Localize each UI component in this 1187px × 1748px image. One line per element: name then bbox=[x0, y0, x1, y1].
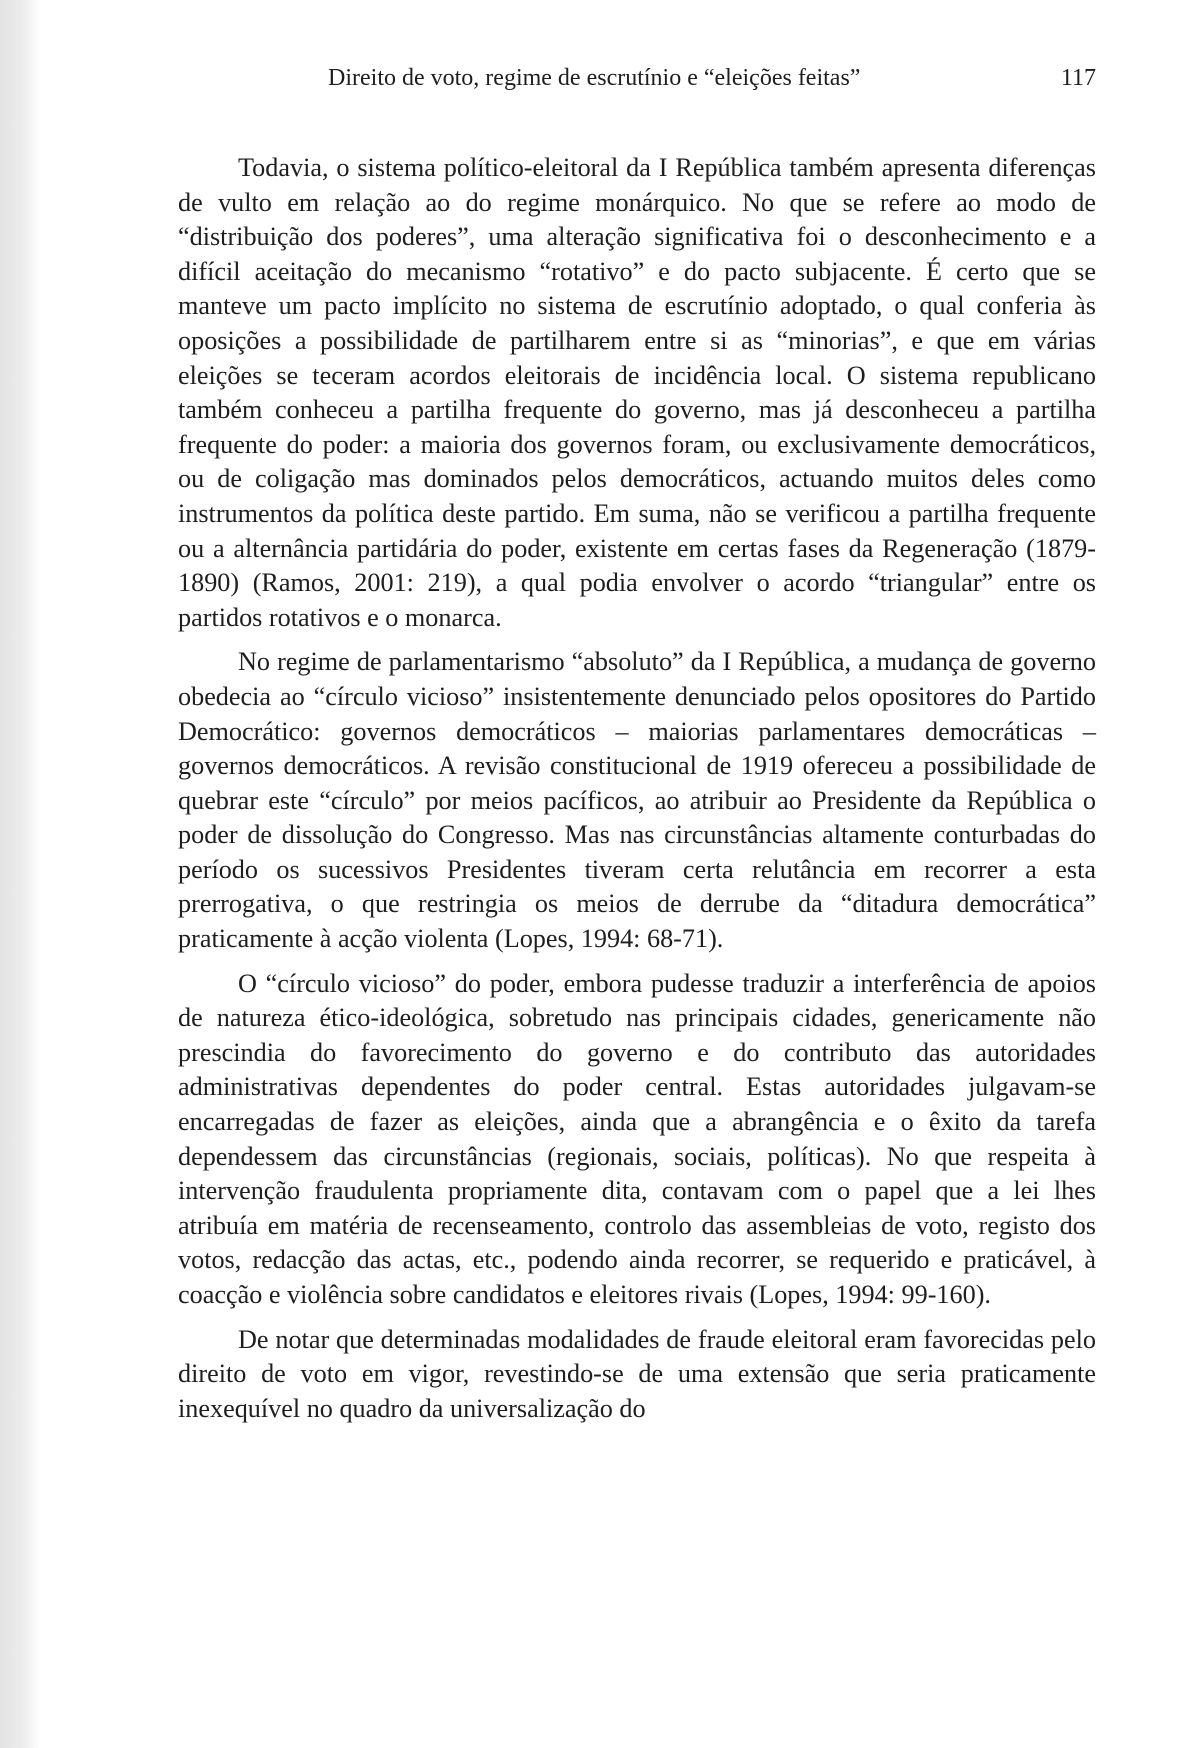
running-title: Direito de voto, regime de escrutínio e “eleições feitas” bbox=[328, 65, 861, 91]
paragraph-2: No regime de parlamentarismo “absoluto” da I República, a mudança de governo obedecia ao “círculo vicioso” insistentemente denunciado pelos opositores do Partido Democrático: governos democráticos – maiorias parlamentares democráticas – governos democráticos. A revisão constitucional de 1919 ofereceu a possibilidade de quebrar este “círculo” por meios pacíficos, ao atribuir ao Presidente da República o poder de dissolução do Congresso. Mas nas circunstâncias altamente conturbadas do período os sucessivos Presidentes tiveram certa relutância em recorrer a esta prerrogativa, o que restringia os meios de derrube da “ditadura democrática” praticamente à acção violenta (Lopes, 1994: 68-71). bbox=[178, 647, 1096, 954]
paragraph-1: Todavia, o sistema político-eleitoral da I República também apresenta diferenças de vulto em relação ao do regime monárquico. No que se refere ao modo de “distribuição dos poderes”, uma alteração significativa foi o desconhecimento e a difícil aceitação do mecanismo “rotativo” e do pacto subjacente. É certo que se manteve um pacto implícito no sistema de escrutínio adoptado, o qual conferia às oposições a possibilidade de partilharem entre si as “minorias”, e que em várias eleições se teceram acordos eleitorais de incidência local. O sistema republicano também conheceu a partilha frequente do governo, mas já desconheceu a partilha frequente do poder: a maioria dos governos foram, ou exclusivamente democráticos, ou de coligação mas dominados pelos democráticos, actuando muitos deles como instrumentos da política deste partido. Em suma, não se verificou a partilha frequente ou a alternância partidária do poder, existente em certas fases da Regeneração (1879-1890) (Ramos, 2001: 219), a qual podia envolver o acordo “triangular” entre os partidos rotativos e o monarca. bbox=[178, 153, 1096, 632]
page-header bbox=[178, 58, 1096, 98]
paragraph-3: O “círculo vicioso” do poder, embora pudesse traduzir a interferência de apoios de natureza ético-ideológica, sobretudo nas principais cidades, genericamente não prescindia do favorecimento do governo e do contributo das autoridades administrativas dependentes do poder central. Estas autoridades julgavam-se encarregadas de fazer as eleições, ainda que a abrangência e o êxito da tarefa dependessem das circunstâncias (regionais, sociais, políticas). No que respeita à intervenção fraudulenta propriamente dita, contavam com o papel que a lei lhes atribuía em matéria de recenseamento, controlo das assembleias de voto, registo dos votos, redacção das actas, etc., podendo ainda recorrer, se requerido e praticável, à coacção e violência sobre candidatos e eleitores rivais (Lopes, 1994: 99-160). bbox=[178, 968, 1096, 1309]
page-number: 117 bbox=[1060, 65, 1096, 91]
body-text bbox=[178, 151, 1096, 1436]
page-gutter-shadow bbox=[0, 0, 40, 1748]
paragraph-4: De notar que determinadas modalidades de fraude eleitoral eram favorecidas pelo direito de voto em vigor, revestindo-se de uma extensão que seria praticamente inexequível no quadro da universalização do bbox=[178, 1324, 1096, 1423]
